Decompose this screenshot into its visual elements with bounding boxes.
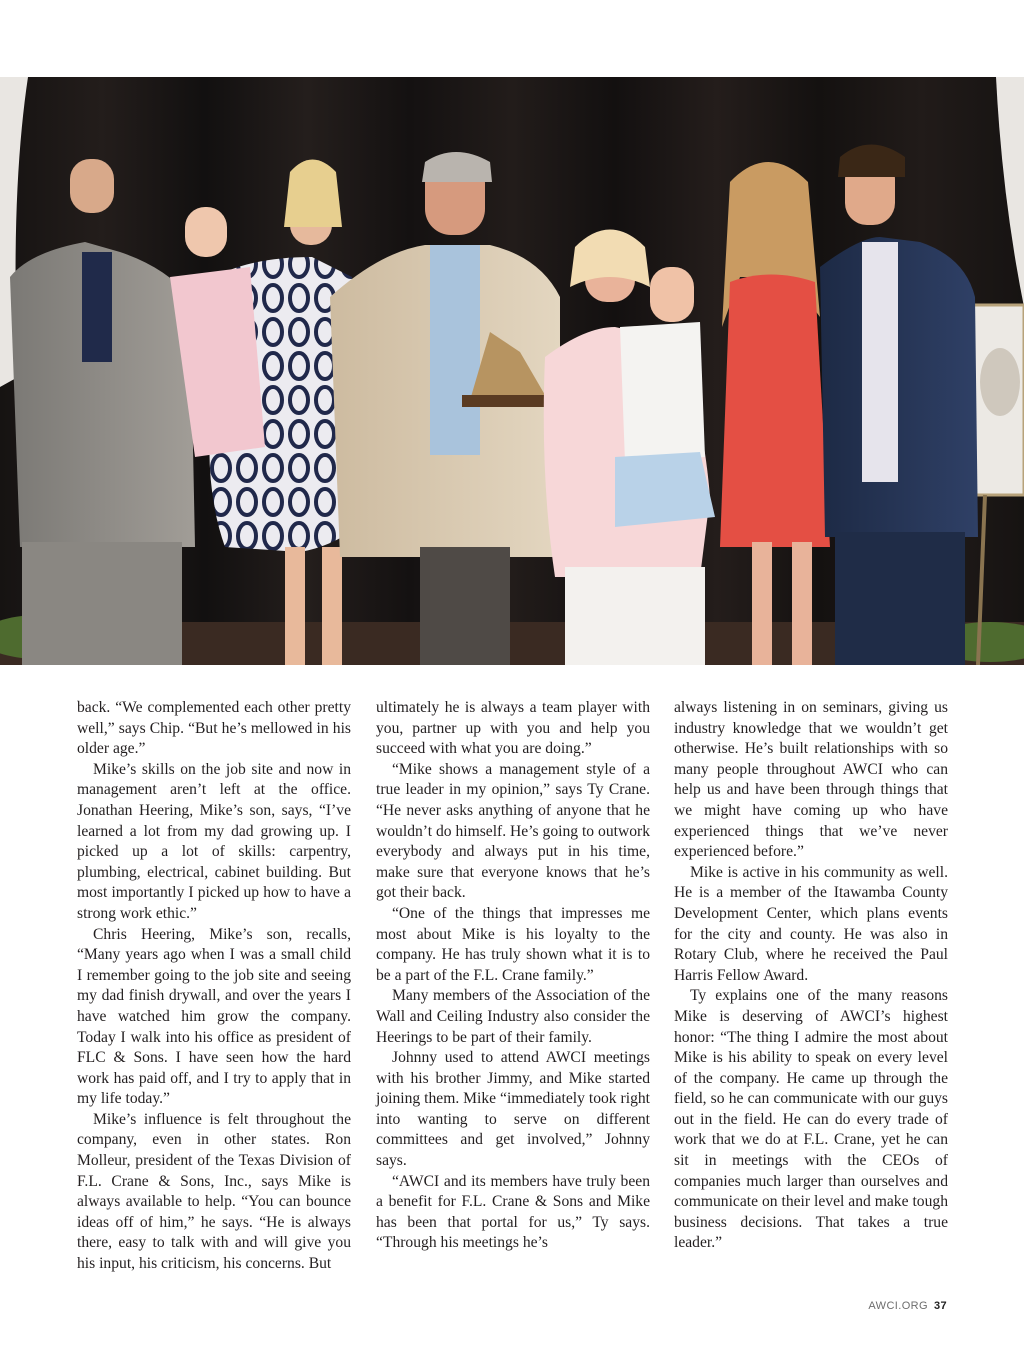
paragraph: Many members of the Association of the Wall and Ceiling Industry also consider the Heerings to be part of their family. [376, 987, 650, 1046]
article-column-3 [674, 698, 948, 1254]
article-column-1 [77, 698, 351, 1275]
page-folio [868, 1300, 947, 1312]
paragraph: always listening in on seminars, giving us industry knowledge that we wouldn’t get otherwise. He’s built relationships with so many people throughout AWCI who can help us and have been through things that we might have coming up who have experienced things that we’ve never experienced before.” [674, 699, 948, 861]
paragraph: “One of the things that impresses me most about Mike is his loyalty to the company. He has truly shown what it is to be a part of the F.L. Crane family.” [376, 904, 650, 984]
paragraph: back. “We complemented each other pretty well,” says Chip. “But he’s mellowed in his older age.” [77, 699, 351, 758]
paragraph: Mike’s skills on the job site and now in management aren’t left at the office. Jonathan Heering, Mike’s son, says, “I’ve learned a lot from my dad growing up. I picked up a lot of skills: carpentry, plumbing, electrical, cabinet building. But most importantly I picked up how to have a strong work ethic.” [77, 760, 351, 922]
article-column-2 [376, 698, 650, 1254]
paragraph: Mike’s influence is felt throughout the company, even in other states. Ron Molleur, president of the Texas Division of F.L. Crane & Sons, Inc., says Mike is always available to help. “You can bounce ideas off of him,” he says. “He is always there, easy to talk with and will give you his input, his criticism, his concerns. But [77, 1110, 351, 1273]
folio-site: AWCI.ORG [868, 1300, 928, 1312]
paragraph: Chris Heering, Mike’s son, recalls, “Many years ago when I was a small child I remember going to the job site and seeing my dad finish drywall, and over the years I have watched him grow the company. Today I walk into his office as president of FLC & Sons. I have seen how the hard work has paid off, and I try to apply that in my life today.” [77, 925, 351, 1108]
paragraph: Johnny used to attend AWCI meetings with his brother Jimmy, and Mike started joining them. Mike “immediately took right into wanting to serve on different committees and get involved,” Johnny says. [376, 1049, 650, 1170]
paragraph: Ty explains one of the many reasons Mike is deserving of AWCI’s highest honor: “The thing I admire the most about Mike is his ability to speak on every level of the company. He came up through the field, so he can communicate with our guys out in the field. He can do every trade of work that we do at F.L. Crane, yet he can sit in meetings with the CEOs of companies much larger than ourselves and communicate on their level and make tough business decisions. That takes a true leader.” [674, 987, 948, 1252]
paragraph: “AWCI and its members have truly been a benefit for F.L. Crane & Sons and Mike has been that portal for us,” Ty says. “Through his meetings he’s [376, 1172, 650, 1252]
paragraph: ultimately he is always a team player with you, partner up with you and help you succeed with what you are doing.” [376, 699, 650, 758]
page-number: 37 [933, 1300, 947, 1312]
paragraph: Mike is active in his community as well. He is a member of the Itawamba County Development Center, which plans events for the city and county. He was also in Rotary Club, where he received the Paul Harris Fellow Award. [674, 863, 948, 984]
group-photo [0, 77, 1024, 665]
paragraph: “Mike shows a management style of a true leader in my opinion,” says Ty Crane. “He never asks anything of anyone that he wouldn’t do himself. He’s going to outwork everybody and always put in his time, make sure that everyone knows that he’s got their back. [376, 760, 650, 902]
